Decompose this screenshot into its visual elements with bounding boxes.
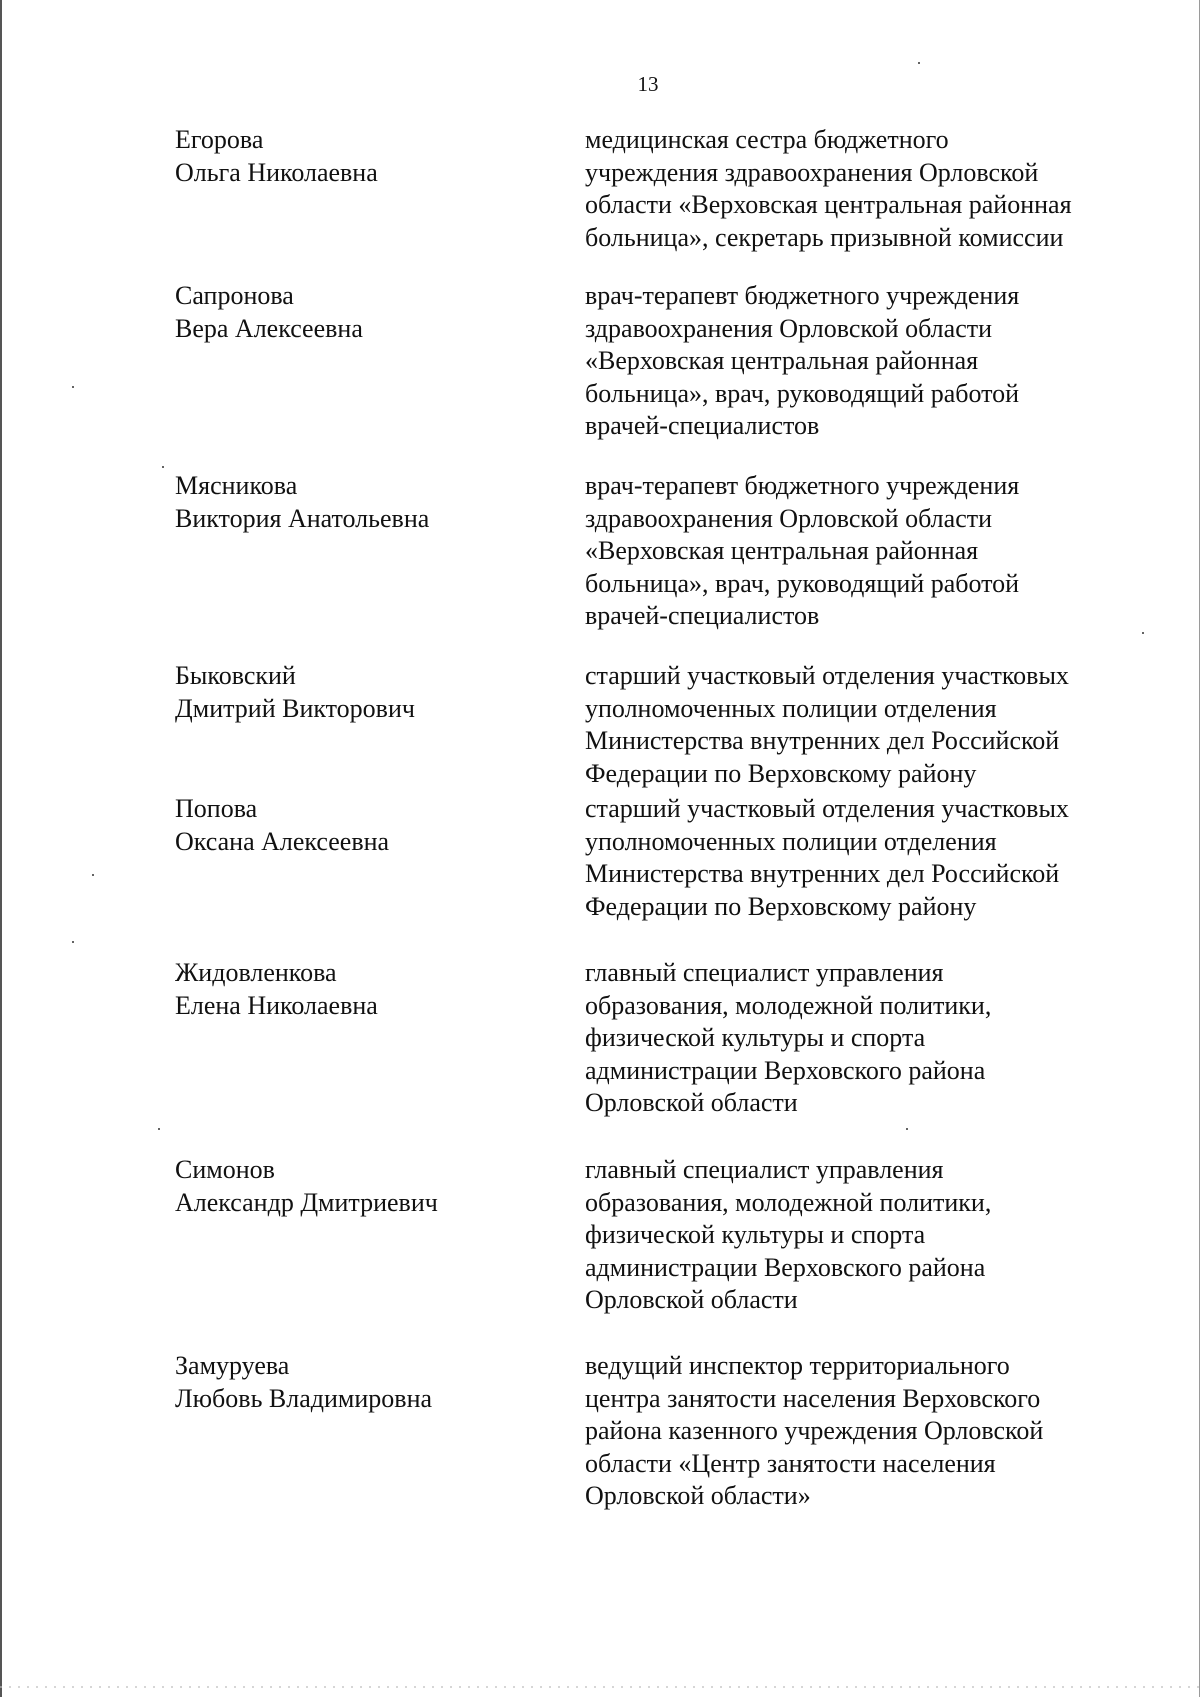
position-line: «Верховская центральная районная (585, 536, 979, 565)
member-surname: Жидовленкова (175, 958, 337, 987)
member-position (585, 957, 1145, 1120)
scan-noise (0, 1686, 1200, 1688)
position-line: больница», секретарь призывной комиссии (585, 222, 1064, 252)
member-surname: Замуруева (175, 1351, 290, 1380)
scan-speck (906, 1128, 908, 1130)
position-line: врачей-специалистов (585, 601, 820, 630)
position-line: Орловской области (585, 1285, 798, 1314)
position-line: медицинская сестра бюджетного (585, 125, 949, 154)
position-line: врач-терапевт бюджетного учреждения (585, 281, 1020, 310)
scan-speck (162, 466, 164, 468)
position-line: Федерации по Верховскому району (585, 891, 977, 921)
position-line: Министерства внутренних дел Российской (585, 726, 1060, 755)
scan-speck (918, 62, 920, 64)
position-line: врач-терапевт бюджетного учреждения (585, 471, 1020, 500)
position-line: Федерации по Верховскому району (585, 758, 977, 788)
position-line: «Верховская центральная районная (585, 346, 979, 375)
position-line: здравоохранения Орловской области (585, 313, 993, 343)
position-line: района казенного учреждения Орловской (585, 1416, 1044, 1445)
member-name (175, 660, 555, 725)
scan-speck (1142, 632, 1144, 634)
member-given-names: Виктория Анатольевна (175, 503, 430, 533)
member-position (585, 1350, 1145, 1513)
scan-speck (158, 1128, 160, 1130)
member-name (175, 280, 555, 345)
position-line: учреждения здравоохранения Орловской (585, 157, 1039, 187)
position-line: старший участковый отделения участковых (585, 794, 1069, 823)
position-line: уполномоченных полиции отделения (585, 826, 997, 856)
member-surname: Симонов (175, 1155, 275, 1184)
member-given-names: Александр Дмитриевич (175, 1187, 438, 1217)
position-line: старший участковый отделения участковых (585, 661, 1069, 690)
position-line: физической культуры и спорта (585, 1023, 926, 1052)
position-line: здравоохранения Орловской области (585, 503, 993, 533)
member-name (175, 793, 555, 858)
position-line: Министерства внутренних дел Российской (585, 859, 1060, 888)
position-line: Орловской области (585, 1088, 798, 1117)
scan-speck (72, 941, 74, 943)
member-surname: Сапронова (175, 281, 294, 310)
position-line: образования, молодежной политики, (585, 1187, 992, 1217)
member-given-names: Дмитрий Викторович (175, 693, 415, 723)
scan-speck (72, 386, 74, 388)
position-line: главный специалист управления (585, 1155, 944, 1184)
member-given-names: Вера Алексеевна (175, 313, 363, 343)
position-line: области «Верховская центральная районная (585, 190, 1072, 219)
member-given-names: Елена Николаевна (175, 990, 378, 1020)
position-line: ведущий инспектор территориального (585, 1351, 1010, 1380)
member-position (585, 280, 1145, 443)
position-line: области «Центр занятости населения (585, 1448, 996, 1478)
member-surname: Попова (175, 794, 258, 823)
position-line: больница», врач, руководящий работой (585, 568, 1020, 598)
member-given-names: Ольга Николаевна (175, 157, 378, 187)
position-line: главный специалист управления (585, 958, 944, 987)
position-line: уполномоченных полиции отделения (585, 693, 997, 723)
scan-speck (92, 874, 94, 876)
member-name (175, 1154, 555, 1219)
position-line: администрации Верховского района (585, 1252, 986, 1282)
member-surname: Мясникова (175, 471, 298, 500)
member-position (585, 660, 1145, 790)
position-line: центра занятости населения Верховского (585, 1383, 1041, 1413)
member-name (175, 957, 555, 1022)
member-given-names: Оксана Алексеевна (175, 826, 390, 856)
scan-edge-left (0, 0, 2, 1697)
position-line: администрации Верховского района (585, 1055, 986, 1085)
member-surname: Быковский (175, 661, 296, 690)
position-line: врачей-специалистов (585, 411, 820, 440)
member-position (585, 1154, 1145, 1317)
position-line: Орловской области» (585, 1481, 811, 1510)
position-line: физической культуры и спорта (585, 1220, 926, 1249)
member-name (175, 470, 555, 535)
member-position (585, 124, 1145, 254)
position-line: больница», врач, руководящий работой (585, 378, 1020, 408)
member-given-names: Любовь Владимировна (175, 1383, 433, 1413)
member-surname: Егорова (175, 125, 264, 154)
member-name (175, 124, 555, 189)
member-position (585, 793, 1145, 923)
member-position (585, 470, 1145, 633)
member-name (175, 1350, 555, 1415)
page-number: 13 (637, 72, 659, 96)
position-line: образования, молодежной политики, (585, 990, 992, 1020)
